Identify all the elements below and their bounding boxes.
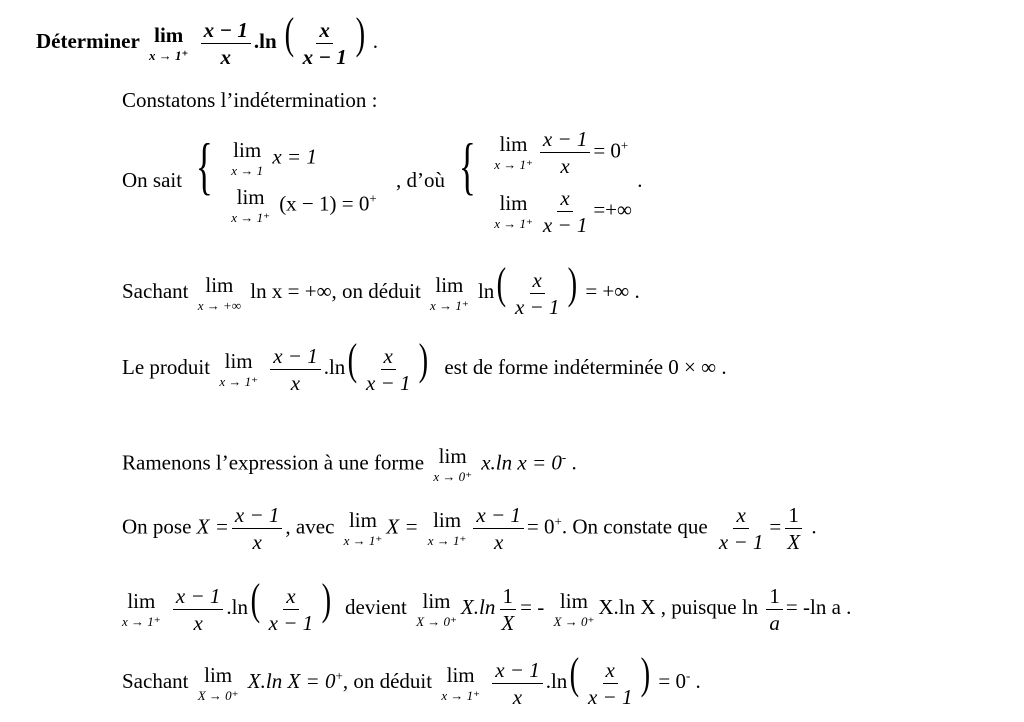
step-2	[122, 128, 643, 236]
step-4-tail: est de forme indéterminée 0 × ∞ .	[444, 355, 727, 379]
left-brace-2: {	[459, 129, 477, 201]
step-3-ln: ln	[477, 279, 495, 303]
step-6-lead: On pose	[122, 514, 192, 539]
title-line	[36, 9, 378, 69]
step-5-expr: x.ln x = 0	[481, 450, 562, 475]
paren-open: (	[284, 9, 294, 58]
step-1-text: Constatons l’indétermination :	[122, 88, 378, 112]
step-3: Sachant lim x → +∞ ln x = +∞, on déduit lim x → 1⁺ ln( $\frac{x}{x - 1}$ ) = +∞ .	[122, 259, 640, 319]
title-inner-fraction: $\frac{x}{x - 1}$	[302, 17, 347, 69]
title-ln: .ln	[253, 29, 277, 53]
step-6: On pose X = $\frac{x - 1}{x}$ , avec lim x → 1⁺ X = lim x → 1⁺ $\frac{x - 1}{x}$ = 0+. On constate que $\frac{x}{x - 1}$ = $\frac{1}{X}$ .	[122, 503, 817, 555]
title-limit: lim x → 1⁺	[149, 22, 189, 63]
system-1: lim x → 1 x = 1 lim x → 1⁺ (x − 1) = 0+	[231, 138, 377, 226]
step-5-lead: Ramenons l’expression à une forme	[122, 450, 425, 475]
step-7: lim x → 1⁺ $\frac{x - 1}{x}$ .ln( $\frac{x}{x - 1}$ ) devient lim X → 0⁺ X.ln $\frac{1}{X}$ = - lim X → 0⁺ X.ln X , puisque ln $\frac{1}{a}$ = -ln a .	[122, 575, 852, 635]
step-5: Ramenons l’expression à une forme lim x → 0⁺ x.ln x = 0- .	[122, 444, 577, 484]
step-3-lead: Sachant	[122, 279, 189, 303]
step-8: Sachant lim X → 0⁺ X.ln X = 0+, on déduit lim x → 1⁺ $\frac{x - 1}{x}$ .ln( $\frac{x}{x - 1}$ ) = 0- .	[122, 649, 701, 709]
step-4: Le produit lim x → 1⁺ $\frac{x - 1}{x}$ .ln( $\frac{x}{x - 1}$ ) est de forme indéterminée 0 × ∞ .	[122, 335, 727, 395]
left-brace: {	[196, 129, 214, 201]
step-4-lead: Le produit	[122, 355, 211, 379]
step-3-expr: ln x = +∞	[250, 279, 332, 303]
title-word: Déterminer	[36, 29, 140, 53]
paren-close: )	[355, 9, 365, 58]
title-end: .	[372, 29, 378, 53]
system-2: lim x → 1⁺ $\frac{x - 1}{x}$ = 0+ lim x → 1⁺ $\frac{x}{x - 1}$ =+∞	[494, 127, 632, 238]
step-7-devient: devient	[345, 595, 407, 619]
step-2-mid: , d’où	[395, 167, 445, 192]
title-fraction: $\frac{x - 1}{x}$	[201, 19, 251, 68]
step-2-lead: On sait	[122, 167, 183, 192]
step-1	[122, 88, 377, 113]
step-8-lead: Sachant	[122, 669, 189, 693]
step-3-mid: , on déduit	[331, 279, 421, 303]
step-3-res: = +∞ .	[585, 279, 640, 303]
step-2-end: .	[637, 167, 643, 192]
